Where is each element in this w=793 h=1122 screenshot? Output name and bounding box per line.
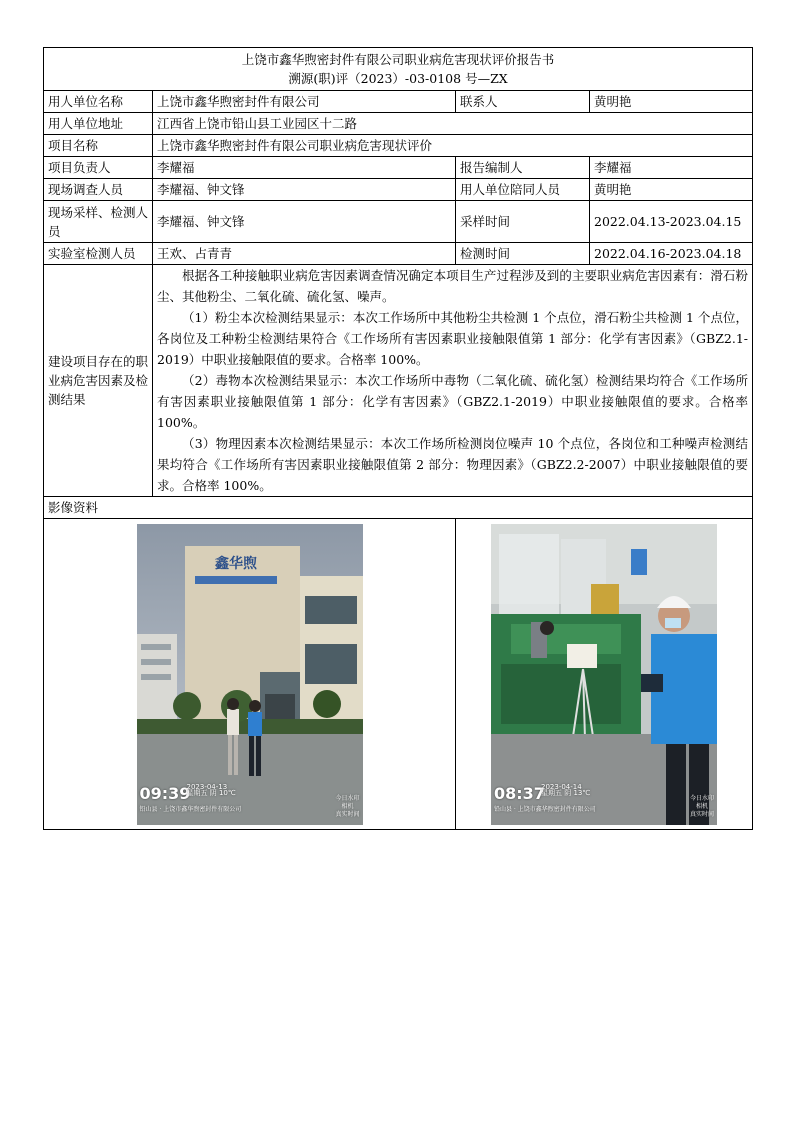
photo2-watermark-logo: 今日水印 相机 真实时间 — [689, 794, 714, 818]
employer-address-label: 用人单位地址 — [44, 113, 153, 135]
lab-staff-label: 实验室检测人员 — [44, 243, 153, 265]
sampling-staff-value: 李耀福、钟文锋 — [153, 201, 456, 243]
photo2-time: 08:37 — [494, 783, 545, 803]
report-title: 上饶市鑫华煦密封件有限公司职业病危害现状评价报告书 — [241, 52, 555, 67]
building-sign-text: 鑫华煦 — [214, 555, 257, 572]
photo-cell-building — [44, 519, 456, 830]
photo1-location: 铅山县 · 上饶市鑫华煦密封件有限公司 — [139, 805, 242, 813]
report-table — [43, 47, 753, 830]
report-header — [44, 48, 753, 91]
sampling-staff-label: 现场采样、检测人员 — [44, 201, 153, 243]
accompany-label: 用人单位陪同人员 — [456, 179, 590, 201]
accompany-value: 黄明艳 — [590, 179, 753, 201]
sampling-time-value: 2022.04.13-2023.04.15 — [590, 201, 753, 243]
test-time-label: 检测时间 — [456, 243, 590, 265]
photo-building-exterior — [137, 524, 363, 825]
report-author-value: 李耀福 — [590, 157, 753, 179]
dust-results-paragraph: （1）粉尘本次检测结果显示：本次工作场所中其他粉尘共检测 1 个点位，滑石粉尘共检测 1 个点位，各岗位及工种粉尘检测结果符合《工作场所有害因素职业接触限值第 1 部分：化学有害因素》（GBZ2.1-2019）中职业接触限值的要求。合格率 100%。 — [157, 310, 749, 367]
photo2-weekday-weather: 星期五 阴 13℃ — [541, 788, 591, 797]
photo-cell-worksite — [456, 519, 753, 830]
lab-staff-value: 王欢、占青青 — [153, 243, 456, 265]
survey-staff-label: 现场调查人员 — [44, 179, 153, 201]
toxin-results-paragraph: （2）毒物本次检测结果显示：本次工作场所中毒物（二氧化硫、硫化氢）检测结果均符合《工作场所有害因素职业接触限值第 1 部分：化学有害因素》（GBZ2.1-2019）中职业接触限值的要求。合格率 100%。 — [157, 373, 749, 430]
report-author-label: 报告编制人 — [456, 157, 590, 179]
project-name-value: 上饶市鑫华煦密封件有限公司职业病危害现状评价 — [153, 135, 753, 157]
hazards-intro-paragraph: 根据各工种接触职业病危害因素调查情况确定本项目生产过程涉及到的主要职业病危害因素有：滑石粉尘、其他粉尘、二氧化硫、硫化氢、噪声。 — [157, 268, 749, 304]
photo1-time: 09:39 — [139, 783, 191, 803]
hazards-label: 建设项目存在的职业病危害因素及检测结果 — [44, 265, 153, 497]
building-scene-illustration — [137, 524, 363, 825]
photo-worksite-measurement — [491, 524, 717, 825]
contact-label: 联系人 — [456, 91, 590, 113]
project-lead-value: 李耀福 — [153, 157, 456, 179]
photo2-location: 铅山县 · 上饶市鑫华煦密封件有限公司 — [494, 805, 596, 813]
noise-results-paragraph: （3）物理因素本次检测结果显示：本次工作场所检测岗位噪声 10 个点位，各岗位和工种噪声检测结果均符合《工作场所有害因素职业接触限值第 2 部分：物理因素》（GBZ2.2-2007）中职业接触限值的要求。合格率 100%。 — [157, 436, 749, 493]
photo1-date: 2023-04-13 — [186, 782, 228, 791]
sampling-time-label: 采样时间 — [456, 201, 590, 243]
report-doc-number: 溯源(职)评（2023）-03-0108 号—ZX — [288, 71, 508, 86]
images-label: 影像资料 — [44, 497, 753, 519]
test-time-value: 2022.04.16-2023.04.18 — [590, 243, 753, 265]
contact-value: 黄明艳 — [590, 91, 753, 113]
project-name-label: 项目名称 — [44, 135, 153, 157]
project-lead-label: 项目负责人 — [44, 157, 153, 179]
photo2-date: 2023-04-14 — [541, 782, 582, 791]
employer-name-label: 用人单位名称 — [44, 91, 153, 113]
hazards-results — [153, 265, 753, 497]
photo1-watermark-logo: 今日水印 相机 真实时间 — [335, 794, 360, 818]
employer-name-value: 上饶市鑫华煦密封件有限公司 — [153, 91, 456, 113]
worksite-scene-illustration — [491, 524, 717, 825]
photo1-weekday-weather: 星期五 阴 10℃ — [186, 788, 236, 797]
employer-address-value: 江西省上饶市铅山县工业园区十二路 — [153, 113, 753, 135]
survey-staff-value: 李耀福、钟文锋 — [153, 179, 456, 201]
